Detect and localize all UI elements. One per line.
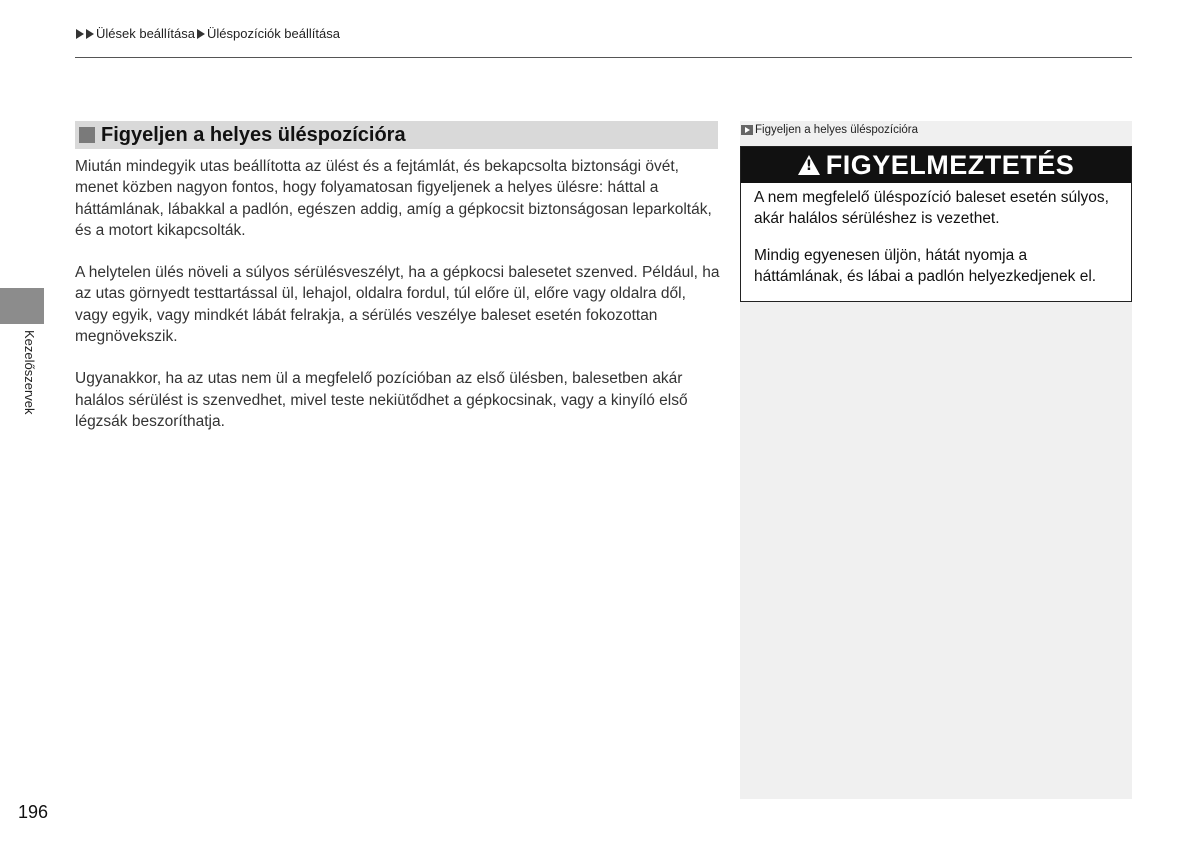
side-reference (741, 122, 918, 138)
warning-paragraph: A nem megfelelő üléspozíció baleset esetén súlyos, akár halálos sérüléshez is vezethet. (754, 189, 1109, 227)
section-square-icon (79, 127, 95, 143)
breadcrumb-arrow-icon (86, 29, 94, 39)
page-number: 196 (18, 802, 49, 822)
side-reference-label[interactable]: Figyeljen a helyes üléspozícióra (755, 124, 919, 136)
section-heading (75, 121, 718, 149)
reference-arrow-icon (741, 125, 753, 135)
breadcrumb-arrow-icon (197, 29, 205, 39)
chapter-tab (0, 288, 44, 324)
warning-triangle-icon (798, 155, 820, 175)
breadcrumb-item[interactable]: Üléspozíciók beállítása (207, 26, 340, 41)
section-body (75, 156, 720, 453)
chapter-tab-label: Kezelőszervek (22, 330, 37, 415)
header-divider (75, 57, 1132, 58)
warning-body (741, 183, 1131, 287)
warning-box (740, 146, 1132, 302)
body-paragraph: Ugyanakkor, ha az utas nem ül a megfelelő pozícióban az első ülésben, balesetben akár halálos sérülést is szenvedhet, mivel teste nekiütődhet a gépkocsinak, vagy a kinyíló első légzsák beszoríthatja. (75, 370, 688, 430)
section-title: Figyeljen a helyes üléspozícióra (101, 123, 406, 146)
body-paragraph: Miután mindegyik utas beállította az ülést és a fejtámlát, és bekapcsolta biztonsági övét, menet közben nagyon fontos, hogy folyamatosan figyeljenek a helyes ülésre: háttal a háttámlának, lábakkal a padlón, egészen addig, amíg a gépkocsit biztonságosan leparkolták, és a motort kikapcsolták. (75, 158, 712, 239)
warning-header (741, 147, 1131, 183)
body-paragraph: A helytelen ülés növeli a súlyos sérülésveszélyt, ha a gépkocsi balesetet szenved. Például, ha az utas görnyedt testtartással ül, lehajol, oldalra fordul, túl előre ül, előre vagy oldalra dől, vagy egyik, vagy mindkét lábát felrakja, a sérülés veszélye baleset esetén fokozottan megnövekszik. (75, 264, 720, 346)
warning-paragraph: Mindig egyenesen üljön, hátát nyomja a háttámlának, és lábai a padlón helyezkedjenek el. (754, 247, 1097, 285)
breadcrumb (76, 26, 342, 41)
breadcrumb-arrow-icon (76, 29, 84, 39)
breadcrumb-item[interactable]: Ülések beállítása (96, 26, 195, 41)
warning-title: FIGYELMEZTETÉS (825, 149, 1075, 180)
